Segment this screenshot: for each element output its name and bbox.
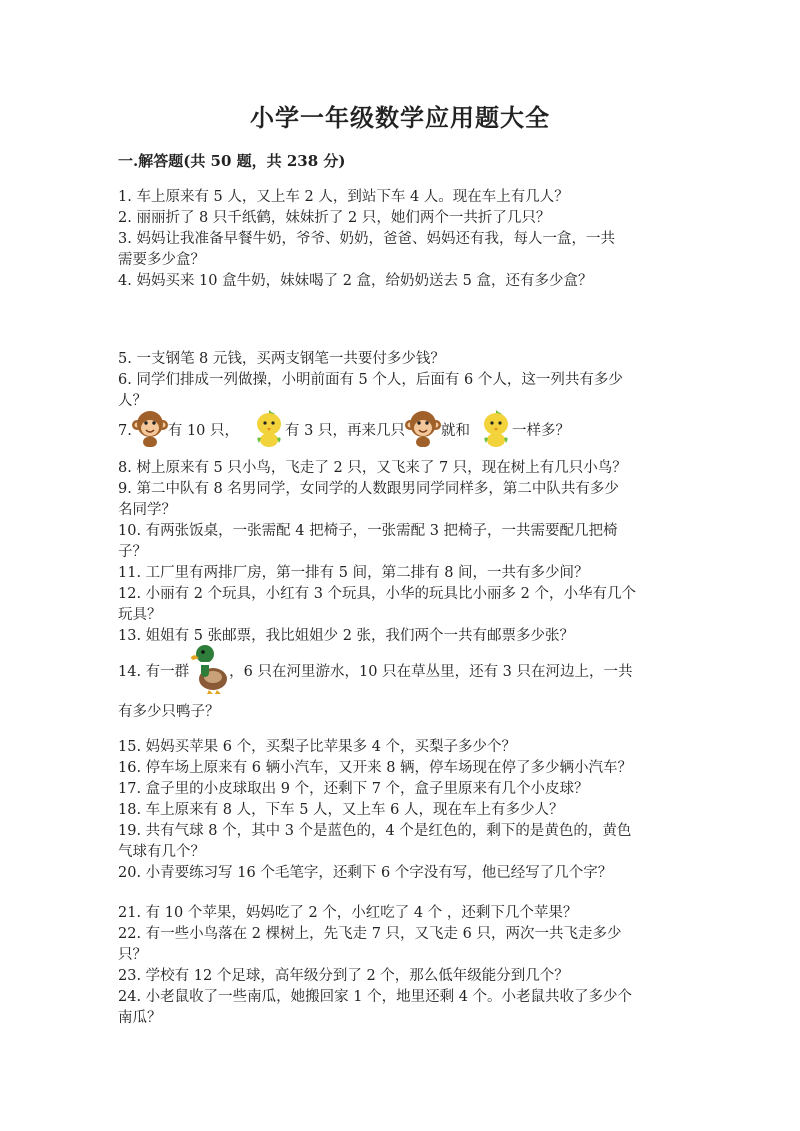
chick-icon xyxy=(480,408,512,455)
question-10-line-2: 子？ xyxy=(118,544,147,560)
question-17: 17. 盒子里的小皮球取出 9 个，还剩下 7 个，盒子里原来有几个小皮球？ xyxy=(118,781,589,797)
question-19-line-1: 19. 共有气球 8 个，其中 3 个是蓝色的，4 个是红色的，剩下的是黄色的，黄色 xyxy=(118,823,632,839)
question-23: 23. 学校有 12 个足球，高年级分到了 2 个，那么低年级能分到几个？ xyxy=(118,968,569,984)
question-7-text-2: 有 3 只，再来几只 xyxy=(285,422,405,439)
question-1: 1. 车上原来有 5 人，又上车 2 人，到站下车 4 人。现在车上有几人？ xyxy=(118,189,569,205)
question-11: 11. 工厂里有两排厂房，第一排有 5 间，第二排有 8 间，一共有多少间？ xyxy=(118,565,589,581)
question-4: 4. 妈妈买来 10 盒牛奶，妹妹喝了 2 盒，给奶奶送去 5 盒，还有多少盒？ xyxy=(118,273,593,289)
question-3-line-2: 需要多少盒？ xyxy=(118,252,205,268)
question-15: 15. 妈妈买苹果 6 个，买梨子比苹果多 4 个，买梨子多少个？ xyxy=(118,739,517,755)
question-6-line-1: 6. 同学们排成一列做操，小明前面有 5 个人，后面有 6 个人，这一列共有多少 xyxy=(118,372,623,388)
question-12 xyxy=(118,584,688,626)
page-title: 小学一年级数学应用题大全 xyxy=(250,103,550,132)
question-12-line-1: 12. 小丽有 2 个玩具，小红有 3 个玩具，小华的玩具比小丽多 2 个，小华有几个 xyxy=(118,586,636,602)
question-5: 5. 一支钢笔 8 元钱，买两支钢笔一共要付多少钱？ xyxy=(118,351,445,367)
question-7-text-1: 有 10 只， xyxy=(167,422,240,439)
question-22-line-2: 只？ xyxy=(118,947,147,963)
question-6 xyxy=(118,370,688,412)
question-16: 16. 停车场上原来有 6 辆小汽车，又开来 8 辆，停车场现在停了多少辆小汽车？ xyxy=(118,760,633,776)
question-7 xyxy=(118,410,688,452)
question-24 xyxy=(118,987,688,1029)
question-3-line-1: 3. 妈妈让我准备早餐牛奶，爷爷、奶奶，爸爸、妈妈还有我，每人一盒，一共 xyxy=(118,231,615,247)
question-8: 8. 树上原来有 5 只小鸟，飞走了 2 只，又飞来了 7 只，现在树上有几只小鸟？ xyxy=(118,460,627,476)
question-9 xyxy=(118,479,688,521)
question-10 xyxy=(118,521,688,563)
question-9-line-2: 名同学？ xyxy=(118,502,176,518)
monkey-icon xyxy=(405,408,441,455)
question-9-line-1: 9. 第二中队有 8 名男同学，女同学的人数跟男同学同样多，第二中队共有多少 xyxy=(118,481,619,497)
question-22 xyxy=(118,924,688,966)
question-19 xyxy=(118,821,688,863)
chick-icon xyxy=(253,408,285,455)
question-18: 18. 车上原来有 8 人，下车 5 人，又上车 6 人，现在车上有多少人？ xyxy=(118,802,564,818)
question-24-line-1: 24. 小老鼠收了一些南瓜，她搬回家 1 个，地里还剩 4 个。小老鼠共收了多少个 xyxy=(118,989,633,1005)
question-7-number: 7. xyxy=(118,422,132,439)
question-12-line-2: 玩具？ xyxy=(118,607,162,623)
question-19-line-2: 气球有几个？ xyxy=(118,844,205,860)
monkey-icon xyxy=(132,408,168,455)
section-heading: 一.解答题(共 50 题，共 238 分) xyxy=(118,152,346,170)
question-14-line-2: 有多少只鸭子？ xyxy=(118,704,220,720)
question-14-text-2: ，6 只在河里游水，10 只在草丛里，还有 3 只在河边上，一共 xyxy=(229,663,633,680)
question-14-text-1: 14. 有一群 xyxy=(118,663,190,680)
question-24-line-2: 南瓜？ xyxy=(118,1010,162,1026)
question-10-line-1: 10. 有两张饭桌，一张需配 4 把椅子，一张需配 3 把椅子，一共需要配几把椅 xyxy=(118,523,618,539)
question-21: 21. 有 10 个苹果，妈妈吃了 2 个，小红吃了 4 个 ，还剩下几个苹果？ xyxy=(118,905,578,921)
duck-icon xyxy=(189,643,229,702)
question-2: 2. 丽丽折了 8 只千纸鹤，妹妹折了 2 只，她们两个一共折了几只？ xyxy=(118,210,551,226)
question-20: 20. 小青要练习写 16 个毛笔字，还剩下 6 个字没有写，他已经写了几个字？ xyxy=(118,865,613,881)
question-3 xyxy=(118,229,688,271)
question-7-text-3: 就和 xyxy=(440,422,470,439)
question-14 xyxy=(118,646,688,698)
question-7-text-4: 一样多？ xyxy=(511,422,570,439)
question-13: 13. 姐姐有 5 张邮票，我比姐姐少 2 张，我们两个一共有邮票多少张？ xyxy=(118,628,575,644)
question-22-line-1: 22. 有一些小鸟落在 2 棵树上，先飞走 7 只，又飞走 6 只，两次一共飞走多少 xyxy=(118,926,622,942)
question-6-line-2: 人？ xyxy=(118,393,147,409)
